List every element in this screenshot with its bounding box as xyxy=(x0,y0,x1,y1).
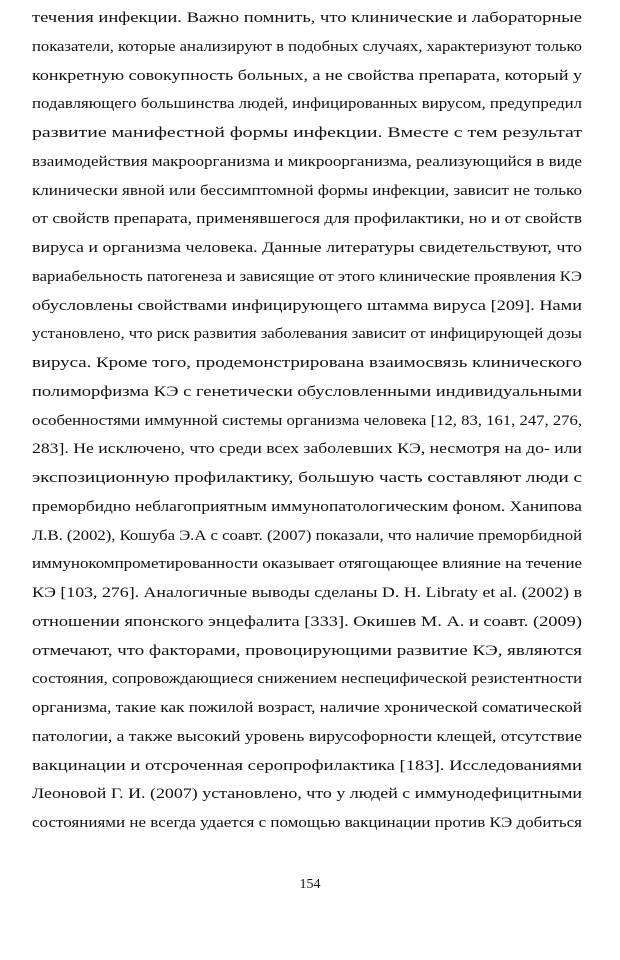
text-line-content: установлено, что риск развития заболевания зависит от инфицирующей дозы xyxy=(32,326,582,343)
text-line-content: вируса. Кроме того, продемонстрирована взаимосвязь клинического xyxy=(32,355,582,371)
text-line-content: КЭ [103, 276]. Аналогичные выводы сделаны D. H. Libraty et al. (2002) в xyxy=(32,585,582,601)
text-line xyxy=(32,320,582,349)
text-line-content: отношении японского энцефалита [333]. Окишев М. А. и соавт. (2009) xyxy=(32,613,582,630)
text-line-content: вируса и организма человека. Данные литературы свидетельствуют, что xyxy=(32,240,582,256)
text-line xyxy=(32,723,582,752)
text-line xyxy=(32,464,582,493)
text-line-content: состояниями не всегда удается с помощью вакцинации против КЭ добиться xyxy=(32,815,582,831)
text-line xyxy=(32,407,582,436)
text-line xyxy=(32,579,582,608)
text-line-content: иммунокомпрометированности оказывает отягощающее влияние на течение xyxy=(32,556,582,573)
text-line xyxy=(32,694,582,723)
text-line-content: особенностями иммунной системы организма человека [12, 83, 161, 247, 276, xyxy=(32,412,582,429)
text-line-content: организма, такие как пожилой возраст, наличие хронической соматической xyxy=(32,700,582,716)
text-line xyxy=(32,435,582,464)
text-line xyxy=(32,378,582,407)
text-line-content: обусловлены свойствами инфицирующего штамма вируса [209]. Нами xyxy=(32,297,582,314)
text-line-content: экспозиционную профилактику, большую часть составляют люди с xyxy=(32,470,582,486)
page-number: 154 xyxy=(299,877,321,892)
text-line-content: от свойств препарата, применявшегося для профилактики, но и от свойств xyxy=(32,211,582,228)
text-line-content: течения инфекции. Важно помнить, что клинические и лабораторные xyxy=(32,10,582,26)
text-line xyxy=(32,349,582,378)
text-line-content: развитие манифестной формы инфекции. Вместе с тем результат xyxy=(32,125,582,141)
text-line xyxy=(32,637,582,666)
text-line-content: взаимодействия макроорганизма и микроорганизма, реализующийся в виде xyxy=(32,153,582,170)
text-line xyxy=(32,608,582,637)
text-line xyxy=(32,90,582,119)
text-line-content: отмечают, что факторами, провоцирующими развитие КЭ, являются xyxy=(32,642,582,659)
text-line-content: Леоновой Г. И. (2007) установлено, что у людей с иммунодефицитными xyxy=(32,786,582,803)
text-line xyxy=(32,4,582,33)
text-line-content: полиморфизма КЭ с генетически обусловленными индивидуальными xyxy=(32,383,582,400)
body-text xyxy=(32,4,582,838)
text-line xyxy=(32,177,582,206)
text-line xyxy=(32,752,582,781)
text-line xyxy=(32,292,582,321)
text-line-content: патологии, а также высокий уровень вирусофорности клещей, отсутствие xyxy=(32,728,582,745)
text-line-content: вариабельность патогенеза и зависящие от этого клинические проявления КЭ xyxy=(32,268,582,285)
text-line xyxy=(32,809,582,838)
text-line xyxy=(32,148,582,177)
text-line xyxy=(32,234,582,263)
text-line-content: вакцинации и отсроченная серопрофилактика [183]. Исследованиями xyxy=(32,757,582,774)
text-line xyxy=(32,263,582,292)
text-line-content: показатели, которые анализируют в подобных случаях, характеризуют только xyxy=(32,38,582,55)
text-line-content: 283]. Не исключено, что среди всех заболевших КЭ, несмотря на до- или xyxy=(32,441,582,458)
text-line xyxy=(32,665,582,694)
text-line xyxy=(32,62,582,91)
text-line-content: преморбидно неблагоприятным иммунопатологическим фоном. Ханипова xyxy=(32,498,582,515)
text-line xyxy=(32,493,582,522)
text-line xyxy=(32,119,582,148)
text-line-content: состояния, сопровождающиеся снижением неспецифической резистентности xyxy=(32,671,582,688)
text-line xyxy=(32,522,582,551)
text-line-content: конкретную совокупность больных, а не свойства препарата, который у xyxy=(32,67,582,84)
text-line xyxy=(32,205,582,234)
text-line-content: клинически явной или бессимптомной формы инфекции, зависит не только xyxy=(32,182,582,199)
text-line xyxy=(32,33,582,62)
text-line xyxy=(32,780,582,809)
text-line-content: подавляющего большинства людей, инфицированных вирусом, предупредил xyxy=(32,96,582,113)
text-line xyxy=(32,550,582,579)
text-line-content: Л.В. (2002), Кошуба Э.А с соавт. (2007) показали, что наличие преморбидной xyxy=(32,527,582,544)
